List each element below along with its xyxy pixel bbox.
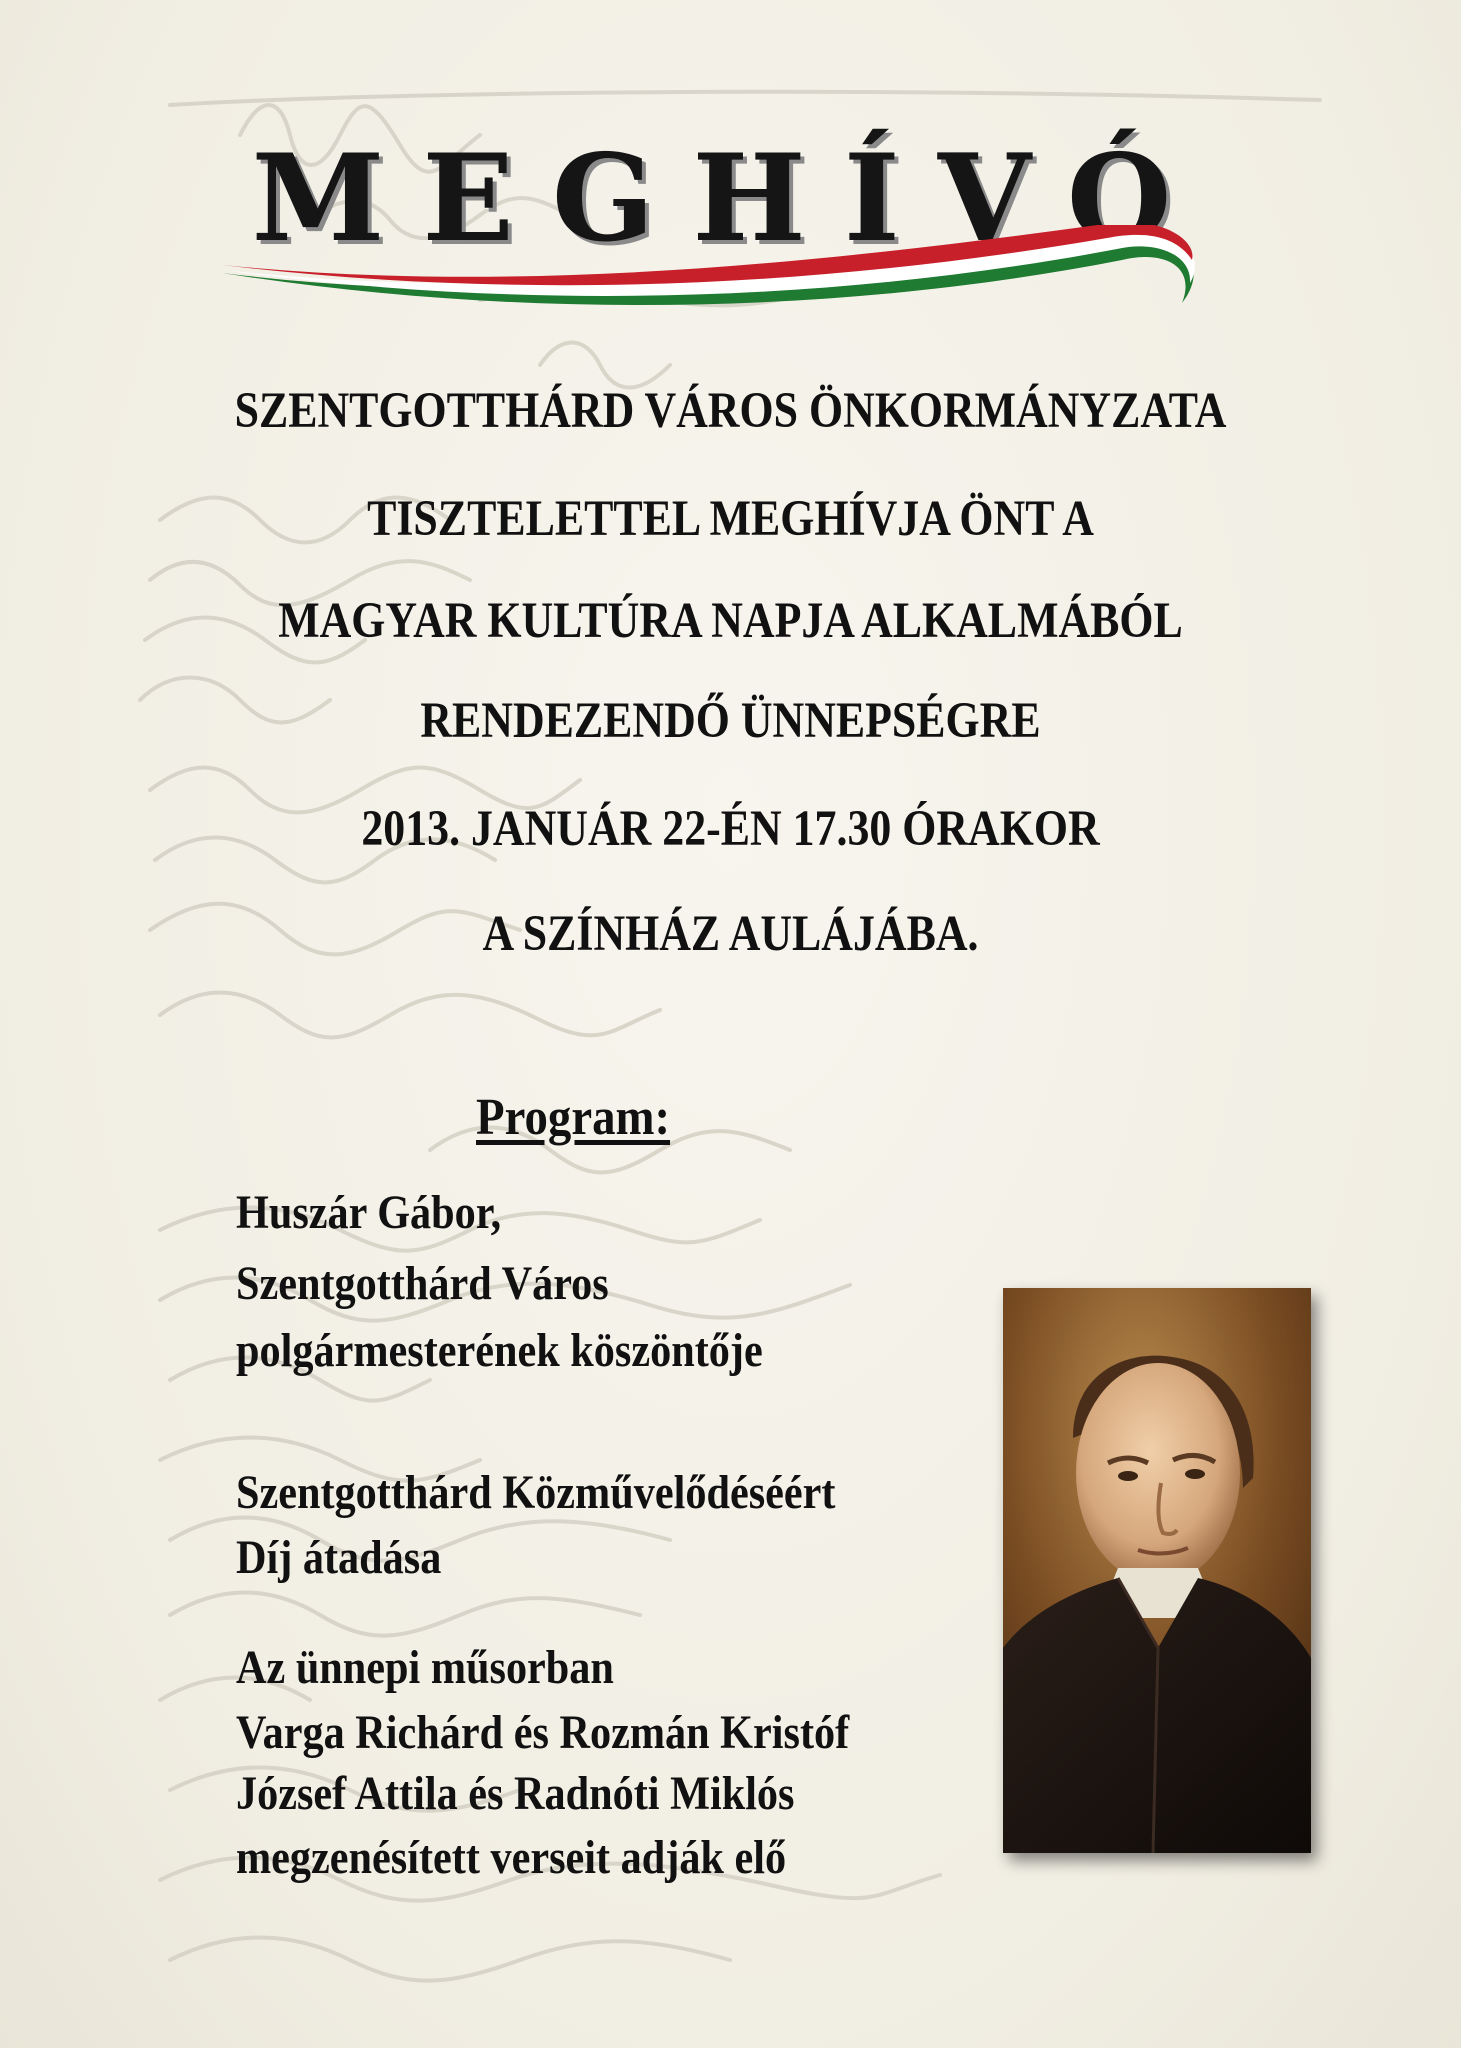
- program-line: Szentgotthárd Város: [236, 1257, 609, 1310]
- invitation-line: MAGYAR KULTÚRA NAPJA ALKALMÁBÓL: [278, 593, 1183, 649]
- program-line: Szentgotthárd Közművelődéséért: [236, 1466, 836, 1519]
- program-line: Huszár Gábor,: [236, 1186, 502, 1239]
- event-venue: A SZÍNHÁZ AULÁJÁBA.: [482, 906, 979, 962]
- invitation-line: SZENTGOTTHÁRD VÁROS ÖNKORMÁNYZATA: [234, 383, 1227, 439]
- invitation-line: TISZTELETTEL MEGHÍVJA ÖNT A: [367, 491, 1094, 547]
- program-line: József Attila és Radnóti Miklós: [236, 1767, 795, 1820]
- program-line: Az ünnepi műsorban: [236, 1641, 614, 1694]
- program-line: Díj átadása: [236, 1531, 442, 1584]
- program-heading: Program:: [476, 1089, 671, 1146]
- flag-ribbon: [222, 225, 1222, 320]
- program-line: polgármesterének köszöntője: [236, 1324, 763, 1377]
- portrait-image: [1003, 1288, 1311, 1853]
- program-line: megzenésített verseit adják elő: [236, 1831, 787, 1884]
- event-datetime: 2013. JANUÁR 22-ÉN 17.30 ÓRAKOR: [361, 801, 1100, 857]
- program-line: Varga Richárd és Rozmán Kristóf: [236, 1706, 850, 1759]
- page-title: MEGHÍVÓ: [251, 128, 1210, 269]
- invitation-line: RENDEZENDŐ ÜNNEPSÉGRE: [420, 693, 1041, 749]
